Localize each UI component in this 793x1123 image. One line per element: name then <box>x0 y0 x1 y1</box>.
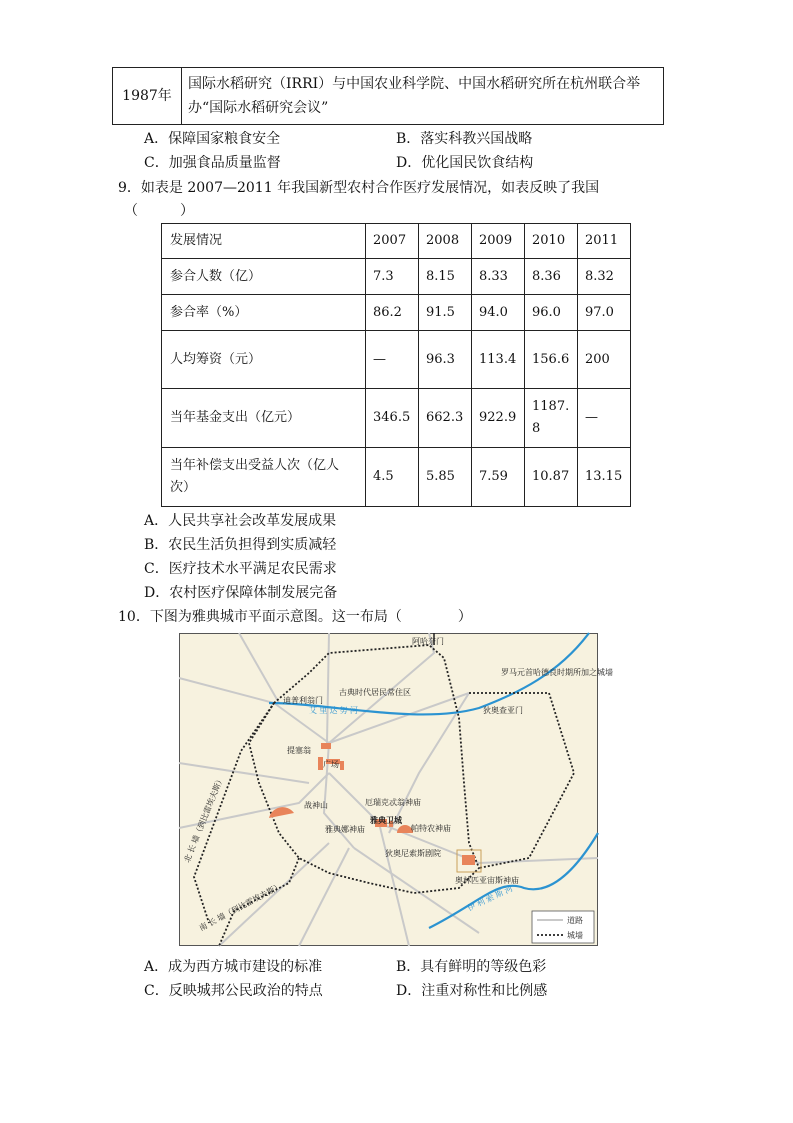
header-cell: 2007 <box>366 224 419 259</box>
medical-data-table <box>161 223 631 507</box>
q8-option-b[interactable]: B．落实科教兴国战略 <box>396 131 533 147</box>
row-label: 当年补偿支出受益人次（亿人次） <box>162 448 366 507</box>
q8-option-a[interactable]: A．保障国家粮食安全 <box>144 131 281 147</box>
map-background <box>180 634 598 946</box>
table-cell: 96.0 <box>525 295 578 331</box>
table-cell: 7.3 <box>366 259 419 295</box>
table-cell: 156.6 <box>525 331 578 389</box>
table-row <box>162 295 631 331</box>
long-wall-north-label: 北 长 墙（到比雷埃夫斯） <box>182 774 226 864</box>
q9-answer-blank: （ ） <box>124 203 194 219</box>
row-label: 参合率（%） <box>162 295 366 331</box>
q10-stem: 10．下图为雅典城市平面示意图。这一布局（ ） <box>118 609 472 625</box>
table-cell: 4.5 <box>366 448 419 507</box>
q8-option-c[interactable]: C．加强食品质量监督 <box>144 155 281 171</box>
legend-wall-label: 城墙 <box>567 931 583 940</box>
table-cell: 8.32 <box>578 259 631 295</box>
hadrian-wall-label-line: 罗马元首哈德良时期所加之城墙 <box>501 668 613 677</box>
dionysus-theatre-label: 狄奥尼索斯剧院 <box>385 849 441 858</box>
gate-acharnian-label: 阿哈奈门 <box>412 637 444 646</box>
gate-diochares-label: 狄奥查亚门 <box>483 706 523 715</box>
table-cell: 200 <box>578 331 631 389</box>
header-cell: 发展情况 <box>162 224 366 259</box>
q8-option-d[interactable]: D．优化国民饮食结构 <box>396 155 534 171</box>
table-cell: 5.85 <box>419 448 472 507</box>
q10-option-a[interactable]: A．成为西方城市建设的标准 <box>144 959 323 975</box>
athena-temple-label: 雅典娜神庙 <box>325 825 365 834</box>
header-cell: 2008 <box>419 224 472 259</box>
legend-road-label: 道路 <box>567 916 583 925</box>
areopagus-label: 战神山 <box>304 801 328 810</box>
table-cell: 922.9 <box>472 389 525 448</box>
table-cell: 662.3 <box>419 389 472 448</box>
table-row <box>162 448 631 507</box>
q9-option-c[interactable]: C．医疗技术水平满足农民需求 <box>144 561 337 577</box>
table-cell: 97.0 <box>578 295 631 331</box>
q9-option-b[interactable]: B．农民生活负担得到实质减轻 <box>144 537 337 553</box>
q10-option-d[interactable]: D．注重对称性和比例感 <box>396 983 548 999</box>
table-cell: — <box>578 389 631 448</box>
header-cell: 2011 <box>578 224 631 259</box>
q9-option-d[interactable]: D．农村医疗保障体制发展完备 <box>144 585 338 601</box>
table-cell: 8.15 <box>419 259 472 295</box>
acropolis-label: 雅典卫城 <box>370 816 402 825</box>
table-cell: 10.87 <box>525 448 578 507</box>
q10-option-c[interactable]: C．反映城邦公民政治的特点 <box>144 983 323 999</box>
table-cell: 1187.8 <box>525 389 578 448</box>
long-wall-south-label: 南 长 墙（到比雷埃夫斯） <box>197 881 284 933</box>
gate-dipylon-label: 迪普利翁门 <box>283 696 323 705</box>
hadrian-wall-label <box>501 667 613 677</box>
table-cell: 91.5 <box>419 295 472 331</box>
row-label: 人均筹资（元） <box>162 331 366 389</box>
erechtheion-label: 厄瑞克忒翁神庙 <box>365 798 421 807</box>
table-row <box>162 259 631 295</box>
rice-event-table <box>112 67 664 125</box>
q10-option-b[interactable]: B．具有鲜明的等级色彩 <box>396 959 547 975</box>
parthenon-label: 帕特农神庙 <box>411 824 451 833</box>
agora-label: 广场 <box>323 760 339 769</box>
table-cell: 346.5 <box>366 389 419 448</box>
map-legend <box>532 911 594 943</box>
table-cell: 13.15 <box>578 448 631 507</box>
table-cell: — <box>366 331 419 389</box>
event-year: 1987年 <box>113 68 182 125</box>
header-cell: 2009 <box>472 224 525 259</box>
table-cell: 86.2 <box>366 295 419 331</box>
olympieion-label: 奥林匹亚宙斯神庙 <box>455 876 519 885</box>
table-row <box>162 331 631 389</box>
table-cell: 94.0 <box>472 295 525 331</box>
table-cell: 96.3 <box>419 331 472 389</box>
table-cell: 8.33 <box>472 259 525 295</box>
olympieion-shape <box>462 855 475 865</box>
table-cell: 7.59 <box>472 448 525 507</box>
q9-option-a[interactable]: A．人民共享社会改革发展成果 <box>144 513 337 529</box>
athens-city-map <box>179 633 613 946</box>
row-label: 参合人数（亿） <box>162 259 366 295</box>
row-label: 当年基金支出（亿元） <box>162 389 366 448</box>
table-cell: 113.4 <box>472 331 525 389</box>
table-row <box>162 389 631 448</box>
residential-area-label: 古典时代居民常住区 <box>339 688 411 697</box>
q9-stem: 9．如表是 2007—2011 年我国新型农村合作医疗发展情况，如表反映了我国 <box>118 180 600 196</box>
ilissos-label: 伊 利 索 斯 河 <box>466 883 515 913</box>
table-cell: 8.36 <box>525 259 578 295</box>
hephaisteion-label: 提塞翁 <box>287 746 311 755</box>
table-header-row <box>162 224 631 259</box>
eridanos-label: 艾 里 达 努 河 <box>309 706 358 715</box>
event-description: 国际水稻研究（IRRI）与中国农业科学院、中国水稻研究所在杭州联合举办“国际水稻研究会议” <box>182 68 664 125</box>
header-cell: 2010 <box>525 224 578 259</box>
